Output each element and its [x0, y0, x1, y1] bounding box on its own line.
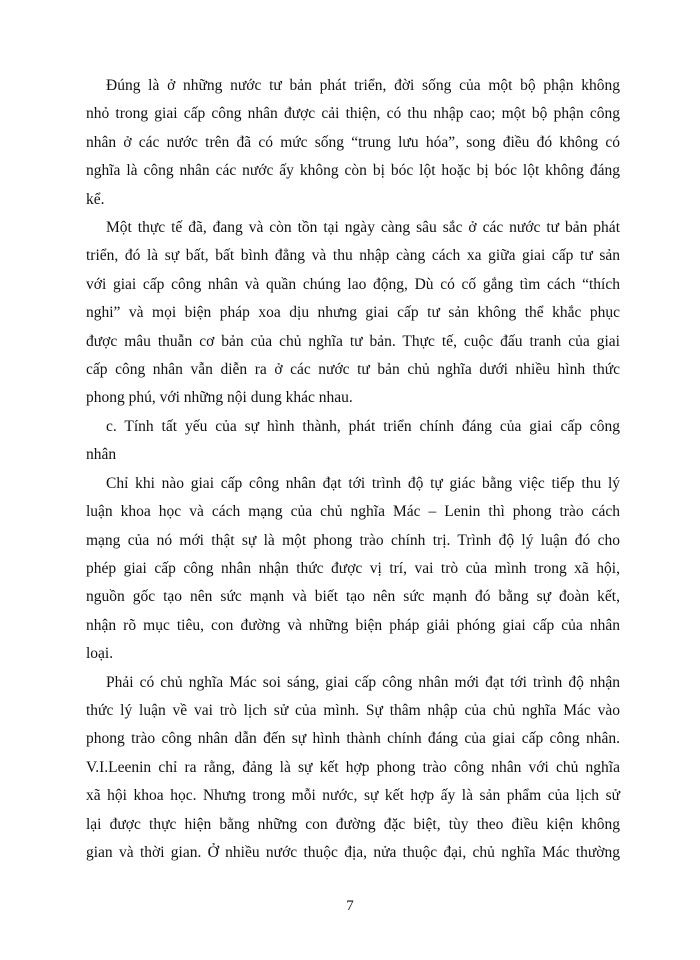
text-line: mạng của nó mới thật sự là một phong trào chính trị. Trình độ lý luận đó cho [86, 531, 620, 549]
text-line: nguồn gốc tạo nên sức mạnh và biết tạo nên sức mạnh đó bằng sự đoàn kết, [86, 588, 620, 606]
text-line: Chỉ khi nào giai cấp công nhân đạt tới trình độ tự giác bằng việc tiếp thu lý [106, 474, 620, 492]
paragraph-4 [86, 669, 620, 868]
text-line: kể. [86, 190, 105, 208]
text-line: được mâu thuẫn cơ bản của chủ nghĩa tư bản. Thực tế, cuộc đấu tranh của giai [86, 332, 620, 350]
text-line: c. Tính tất yếu của sự hình thành, phát triển chính đáng của giai cấp công [106, 417, 620, 435]
text-line: nhân [86, 446, 117, 464]
section-heading-c [86, 413, 620, 470]
paragraph-1 [86, 72, 620, 214]
text-line: thức lý luận về vai trò lịch sử của mình. Sự thâm nhập của chủ nghĩa Mác vào [86, 701, 620, 719]
text-line: phép giai cấp công nhân nhận thức được vị trí, vai trò của mình trong xã hội, [86, 559, 620, 577]
text-line: xã hội khoa học. Nhưng trong mỗi nước, sự kết hợp ấy là sản phẩm của lịch sử [86, 787, 620, 805]
text-line: V.I.Leenin chỉ ra rằng, đảng là sự kết hợp phong trào công nhân với chủ nghĩa [86, 758, 620, 776]
paragraph-2 [86, 214, 620, 413]
text-line: phong trào công nhân dẫn đến sự hình thành chính đáng của giai cấp công nhân. [86, 730, 620, 748]
text-line: luận khoa học và cách mạng của chủ nghĩa Mác – Lenin thì phong trào cách [86, 503, 620, 521]
text-line: phong phú, với những nội dung khác nhau. [86, 389, 353, 407]
text-line: cấp công nhân vẫn diễn ra ở các nước tư bản chủ nghĩa dưới nhiều hình thức [86, 361, 620, 379]
text-line: với giai cấp công nhân và quần chúng lao động, Dù có cố gắng tìm cách “thích [86, 275, 620, 293]
text-line: triển, đó là sự bất, bất bình đẳng và thu nhập càng cách xa giữa giai cấp tư sản [86, 247, 620, 265]
text-line: Đúng là ở những nước tư bản phát triển, đời sống của một bộ phận không [106, 77, 620, 94]
text-line: lại được thực hiện bằng những con đường đặc biệt, tùy theo điều kiện không [86, 815, 620, 833]
page-number: 7 [346, 898, 354, 914]
text-line: Một thực tế đã, đang và còn tồn tại ngày càng sâu sắc ở các nước tư bản phát [106, 219, 620, 237]
text-line: nhận rõ mục tiêu, con đường và những biện pháp giải phóng giai cấp của nhân [86, 616, 620, 634]
document-body [86, 72, 620, 867]
text-line: nghi” và mọi biện pháp xoa dịu nhưng giai cấp tư sản không thể khắc phục [86, 304, 620, 322]
text-line: nhỏ trong giai cấp công nhân được cải thiện, có thu nhập cao; một bộ phận công [86, 105, 620, 123]
paragraph-3 [86, 470, 620, 669]
text-line: loại. [86, 645, 114, 663]
text-line: Phải có chủ nghĩa Mác soi sáng, giai cấp công nhân mới đạt tới trình độ nhận [106, 673, 620, 691]
text-line: nhân ở các nước trên đã có mức sống “trung lưu hóa”, song điều đó không có [86, 133, 620, 151]
text-line: gian và thời gian. Ở nhiều nước thuộc địa, nửa thuộc đại, chủ nghĩa Mác thường [86, 843, 620, 861]
text-line: nghĩa là công nhân các nước ấy không còn bị bóc lột hoặc bị bóc lột không đáng [86, 162, 620, 180]
